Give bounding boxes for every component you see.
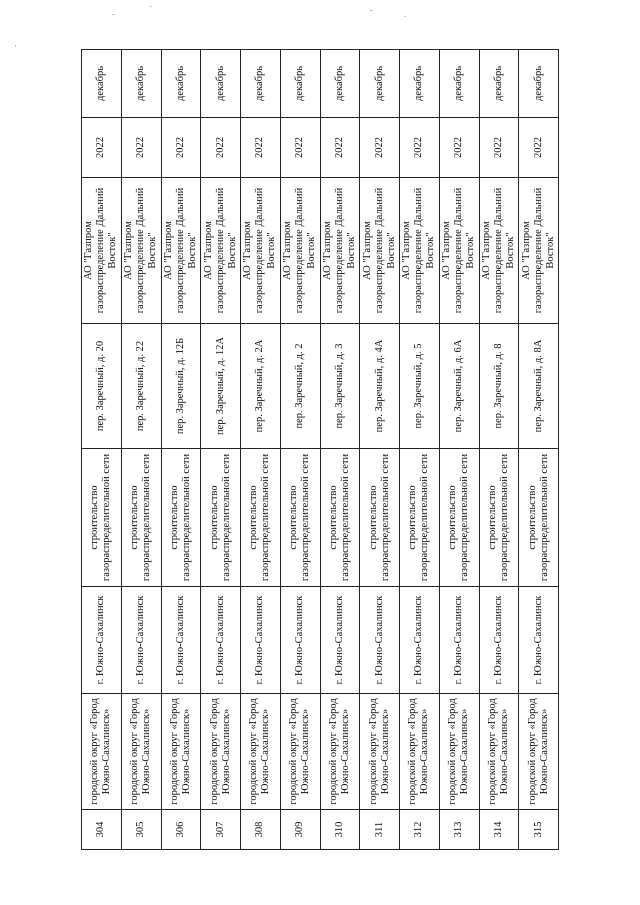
table-row bbox=[200, 50, 240, 850]
year-cell: 2022 bbox=[200, 118, 240, 178]
year-cell: 2022 bbox=[399, 118, 439, 178]
row-number-cell: 313 bbox=[439, 810, 479, 850]
year-cell: 2022 bbox=[359, 118, 399, 178]
table-row bbox=[81, 50, 121, 850]
month-cell: декабрь bbox=[161, 50, 201, 118]
row-number-cell: 306 bbox=[161, 810, 201, 850]
municipality-cell: городской округ «Город Южно-Сахалинск» bbox=[518, 694, 558, 810]
municipality-cell: городской округ «Город Южно-Сахалинск» bbox=[479, 694, 519, 810]
row-number-cell: 314 bbox=[479, 810, 519, 850]
month-cell: декабрь bbox=[439, 50, 479, 118]
month-cell: декабрь bbox=[280, 50, 320, 118]
scan-speck bbox=[150, 6, 152, 7]
table-row bbox=[399, 50, 439, 850]
month-cell: декабрь bbox=[399, 50, 439, 118]
row-number-cell: 309 bbox=[280, 810, 320, 850]
activity-cell: строительство газораспределительной сети bbox=[161, 449, 201, 587]
organization-cell: АО "Газпром газораспределение Дальний Восток" bbox=[240, 178, 280, 324]
address-cell: пер. Заречный, д. 8А bbox=[518, 324, 558, 449]
organization-cell: АО "Газпром газораспределение Дальний Восток" bbox=[518, 178, 558, 324]
municipality-cell: городской округ «Город Южно-Сахалинск» bbox=[200, 694, 240, 810]
table-row bbox=[439, 50, 479, 850]
activity-cell: строительство газораспределительной сети bbox=[320, 449, 360, 587]
year-cell: 2022 bbox=[161, 118, 201, 178]
activity-cell: строительство газораспределительной сети bbox=[399, 449, 439, 587]
municipality-cell: городской округ «Город Южно-Сахалинск» bbox=[439, 694, 479, 810]
row-number-cell: 307 bbox=[200, 810, 240, 850]
address-cell: пер. Заречный, д. 12Б bbox=[161, 324, 201, 449]
row-number-cell: 305 bbox=[121, 810, 161, 850]
table-row bbox=[320, 50, 360, 850]
month-cell: декабрь bbox=[200, 50, 240, 118]
activity-cell: строительство газораспределительной сети bbox=[479, 449, 519, 587]
locality-cell: г. Южно-Сахалинск bbox=[399, 587, 439, 694]
table-row bbox=[121, 50, 161, 850]
row-number-cell: 315 bbox=[518, 810, 558, 850]
address-cell: пер. Заречный, д. 8 bbox=[479, 324, 519, 449]
organization-cell: АО "Газпром газораспределение Дальний Восток" bbox=[280, 178, 320, 324]
month-cell: декабрь bbox=[479, 50, 519, 118]
month-cell: декабрь bbox=[240, 50, 280, 118]
organization-cell: АО "Газпром газораспределение Дальний Восток" bbox=[81, 178, 121, 324]
municipality-cell: городской округ «Город Южно-Сахалинск» bbox=[320, 694, 360, 810]
locality-cell: г. Южно-Сахалинск bbox=[121, 587, 161, 694]
year-cell: 2022 bbox=[81, 118, 121, 178]
address-cell: пер. Заречный, д. 2 bbox=[280, 324, 320, 449]
scan-speck bbox=[112, 14, 115, 15]
year-cell: 2022 bbox=[518, 118, 558, 178]
organization-cell: АО "Газпром газораспределение Дальний Восток" bbox=[399, 178, 439, 324]
address-cell: пер. Заречный, д. 20 bbox=[81, 324, 121, 449]
locality-cell: г. Южно-Сахалинск bbox=[200, 587, 240, 694]
locality-cell: г. Южно-Сахалинск bbox=[280, 587, 320, 694]
scan-speck bbox=[370, 10, 373, 11]
organization-cell: АО "Газпром газораспределение Дальний Восток" bbox=[359, 178, 399, 324]
scan-speck bbox=[404, 16, 406, 17]
year-cell: 2022 bbox=[280, 118, 320, 178]
activity-cell: строительство газораспределительной сети bbox=[359, 449, 399, 587]
month-cell: декабрь bbox=[518, 50, 558, 118]
year-cell: 2022 bbox=[439, 118, 479, 178]
table-row bbox=[280, 50, 320, 850]
municipality-cell: городской округ «Город Южно-Сахалинск» bbox=[121, 694, 161, 810]
activity-cell: строительство газораспределительной сети bbox=[240, 449, 280, 587]
organization-cell: АО "Газпром газораспределение Дальний Восток" bbox=[161, 178, 201, 324]
organization-cell: АО "Газпром газораспределение Дальний Восток" bbox=[439, 178, 479, 324]
table-row bbox=[161, 50, 201, 850]
municipality-cell: городской округ «Город Южно-Сахалинск» bbox=[359, 694, 399, 810]
activity-cell: строительство газораспределительной сети bbox=[439, 449, 479, 587]
activity-cell: строительство газораспределительной сети bbox=[280, 449, 320, 587]
month-cell: декабрь bbox=[359, 50, 399, 118]
municipality-cell: городской округ «Город Южно-Сахалинск» bbox=[81, 694, 121, 810]
row-number-cell: 304 bbox=[81, 810, 121, 850]
address-cell: пер. Заречный, д. 3 bbox=[320, 324, 360, 449]
row-number-cell: 308 bbox=[240, 810, 280, 850]
locality-cell: г. Южно-Сахалинск bbox=[81, 587, 121, 694]
month-cell: декабрь bbox=[121, 50, 161, 118]
locality-cell: г. Южно-Сахалинск bbox=[161, 587, 201, 694]
row-number-cell: 312 bbox=[399, 810, 439, 850]
locality-cell: г. Южно-Сахалинск bbox=[320, 587, 360, 694]
table-row bbox=[240, 50, 280, 850]
row-number-cell: 311 bbox=[359, 810, 399, 850]
table-row bbox=[359, 50, 399, 850]
table-row bbox=[518, 50, 558, 850]
municipality-cell: городской округ «Город Южно-Сахалинск» bbox=[161, 694, 201, 810]
activity-cell: строительство газораспределительной сети bbox=[81, 449, 121, 587]
organization-cell: АО "Газпром газораспределение Дальний Восток" bbox=[200, 178, 240, 324]
year-cell: 2022 bbox=[121, 118, 161, 178]
municipality-cell: городской округ «Город Южно-Сахалинск» bbox=[399, 694, 439, 810]
year-cell: 2022 bbox=[479, 118, 519, 178]
organization-cell: АО "Газпром газораспределение Дальний Восток" bbox=[479, 178, 519, 324]
gas-network-table bbox=[81, 49, 559, 850]
year-cell: 2022 bbox=[240, 118, 280, 178]
address-cell: пер. Заречный, д. 4А bbox=[359, 324, 399, 449]
organization-cell: АО "Газпром газораспределение Дальний Восток" bbox=[121, 178, 161, 324]
activity-cell: строительство газораспределительной сети bbox=[518, 449, 558, 587]
address-cell: пер. Заречный, д. 2А bbox=[240, 324, 280, 449]
rotated-table-wrapper bbox=[81, 50, 559, 850]
locality-cell: г. Южно-Сахалинск bbox=[240, 587, 280, 694]
address-cell: пер. Заречный, д. 6А bbox=[439, 324, 479, 449]
row-number-cell: 310 bbox=[320, 810, 360, 850]
table-row bbox=[479, 50, 519, 850]
month-cell: декабрь bbox=[81, 50, 121, 118]
address-cell: пер. Заречный, д. 22 bbox=[121, 324, 161, 449]
activity-cell: строительство газораспределительной сети bbox=[200, 449, 240, 587]
locality-cell: г. Южно-Сахалинск bbox=[359, 587, 399, 694]
address-cell: пер. Заречный, д. 12А bbox=[200, 324, 240, 449]
locality-cell: г. Южно-Сахалинск bbox=[479, 587, 519, 694]
activity-cell: строительство газораспределительной сети bbox=[121, 449, 161, 587]
year-cell: 2022 bbox=[320, 118, 360, 178]
address-cell: пер. Заречный, д. 5 bbox=[399, 324, 439, 449]
organization-cell: АО "Газпром газораспределение Дальний Восток" bbox=[320, 178, 360, 324]
locality-cell: г. Южно-Сахалинск bbox=[439, 587, 479, 694]
table-body bbox=[81, 50, 558, 850]
municipality-cell: городской округ «Город Южно-Сахалинск» bbox=[240, 694, 280, 810]
municipality-cell: городской округ «Город Южно-Сахалинск» bbox=[280, 694, 320, 810]
month-cell: декабрь bbox=[320, 50, 360, 118]
locality-cell: г. Южно-Сахалинск bbox=[518, 587, 558, 694]
scan-speck bbox=[15, 45, 16, 47]
